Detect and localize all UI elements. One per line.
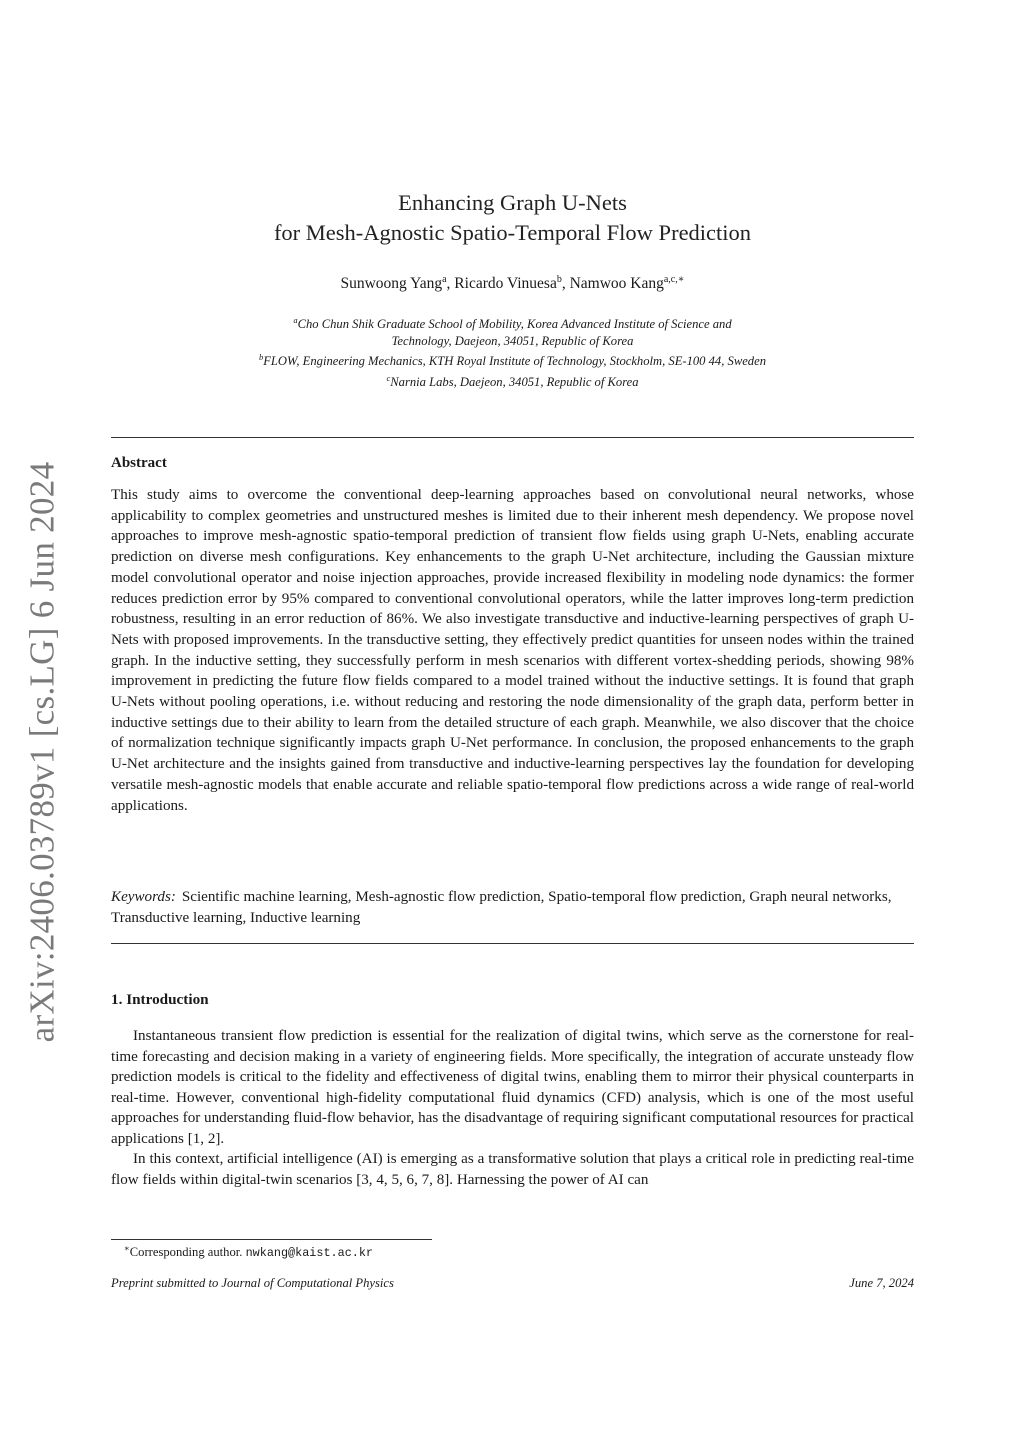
footnote-marker: ∗ — [124, 1243, 130, 1253]
author-name: Namwoo Kang — [569, 275, 664, 293]
abstract-text: This study aims to overcome the conventional deep-learning approaches based on convolutional neural networks, whose applicability to complex geometries and unstructured meshes is limited due to their inherent mesh dependency. We propose novel approaches to improve mesh-agnostic spatio-temporal prediction of transient flow fields using graph U-Nets, enabling accurate prediction on diverse mesh configurations. Key enhancements to the graph U-Net architecture, including the Gaussian mixture model convolutional operator and noise injection approaches, provide increased flexibility in modeling node dynamics: the former reduces prediction error by 95% compared to conventional convolutional operators, while the latter improves long-term prediction robustness, resulting in an error reduction of 86%. We also investigate transductive and inductive-learning perspectives of graph U-Nets with proposed improvements. In the transductive setting, they effectively predict quantities for unseen nodes within the trained graph. In the inductive setting, they successfully perform in mesh scenarios with different vortex-shedding periods, showing 98% improvement in predicting the future flow fields compared to a model trained without the inductive settings. It is found that graph U-Nets without pooling operations, i.e. without reducing and restoring the node dimensionality of the graph data, perform better in inductive settings due to their ability to learn from the detailed structure of each graph. Meanwhile, we also discover that the choice of normalization technique significantly impacts graph U-Net performance. In conclusion, the proposed enhancements to the graph U-Net architecture and the insights gained from transductive and inductive-learning perspectives lay the foundation for developing versatile mesh-agnostic models that enable accurate and reliable spatio-temporal flow predictions across a wide range of real-world applications. — [111, 487, 914, 814]
title-line-1: Enhancing Graph U-Nets — [398, 190, 627, 215]
author-name: Ricardo Vinuesa — [454, 275, 557, 293]
keywords-label: Keywords: — [111, 889, 176, 905]
preprint-date: June 7, 2024 — [849, 1276, 914, 1290]
affiliation-a-line-2: Technology, Daejeon, 34051, Republic of Korea — [391, 333, 634, 348]
affiliation-a-line-1: Cho Chun Shik Graduate School of Mobility, Korea Advanced Institute of Science and — [297, 317, 732, 332]
affiliation-c-line: Narnia Labs, Daejeon, 34051, Republic of Korea — [390, 375, 639, 390]
affiliation-mark: a — [293, 315, 298, 325]
author-affiliation-mark: a,c,∗ — [663, 274, 685, 285]
affiliation-b — [111, 349, 914, 370]
abstract-bottom-rule — [111, 943, 914, 944]
affiliation-b-line: FLOW, Engineering Mechanics, KTH Royal Institute of Technology, Stockholm, SE-100 44, Sweden — [263, 354, 766, 369]
affiliation-mark: c — [386, 372, 391, 383]
affiliation-mark: b — [258, 352, 264, 363]
author-name: Sunwoong Yang — [340, 275, 443, 293]
arxiv-stamp-text: arXiv:2406.03789v1 [cs.LG] 6 Jun 2024 — [22, 461, 62, 1043]
affiliations — [111, 312, 914, 391]
author-separator: , — [446, 275, 455, 293]
affiliation-c — [111, 370, 914, 391]
keywords — [111, 887, 914, 928]
title-line-2: for Mesh-Agnostic Spatio-Temporal Flow Prediction — [273, 220, 752, 245]
corresponding-email: nwkang@kaist.ac.kr — [245, 1246, 374, 1261]
affiliation-a-cont — [111, 333, 914, 350]
author-separator: , — [561, 275, 570, 293]
keywords-text: Scientific machine learning, Mesh-agnostic flow prediction, Spatio-temporal flow prediction, Graph neural networks, Transductive learning, Inductive learning — [111, 889, 892, 926]
abstract-body — [111, 485, 914, 816]
arxiv-identifier-stamp — [14, 461, 70, 1043]
introduction-body — [111, 1026, 914, 1190]
section-heading-introduction: 1. Introduction — [111, 991, 209, 1008]
preprint-note: Preprint submitted to Journal of Computational Physics — [111, 1276, 394, 1290]
abstract-top-rule — [111, 437, 914, 438]
abstract-heading: Abstract — [111, 455, 167, 471]
footnote — [124, 1243, 373, 1260]
author-list — [111, 274, 914, 293]
footnote-text: Corresponding author. — [129, 1245, 243, 1260]
author-affiliation-mark: a — [442, 274, 447, 285]
intro-paragraph-1: Instantaneous transient flow prediction is essential for the realization of digital twins, which serve as the cornerstone for real-time forecasting and decision making in a variety of engineering fields. More specifically, the integration of accurate unsteady flow prediction models is critical to the fidelity and effectiveness of digital twins, enabling them to mirror their physical counterparts in real-time. However, conventional high-fidelity computational fluid dynamics (CFD) analysis, which is one of the most useful approaches for understanding fluid-flow behavior, has the disadvantage of requiring significant computational resources for practical applications [1, 2]. — [111, 1028, 914, 1147]
intro-paragraph-2: In this context, artificial intelligence (AI) is emerging as a transformative solution that plays a critical role in predicting real-time flow fields within digital-twin scenarios [3, 4, 5, 6, 7, 8]. Harnessing the power of AI can — [111, 1151, 914, 1188]
footnote-rule — [111, 1239, 432, 1240]
paper-title — [111, 188, 914, 248]
author-affiliation-mark: b — [556, 274, 562, 285]
affiliation-a — [111, 312, 914, 333]
